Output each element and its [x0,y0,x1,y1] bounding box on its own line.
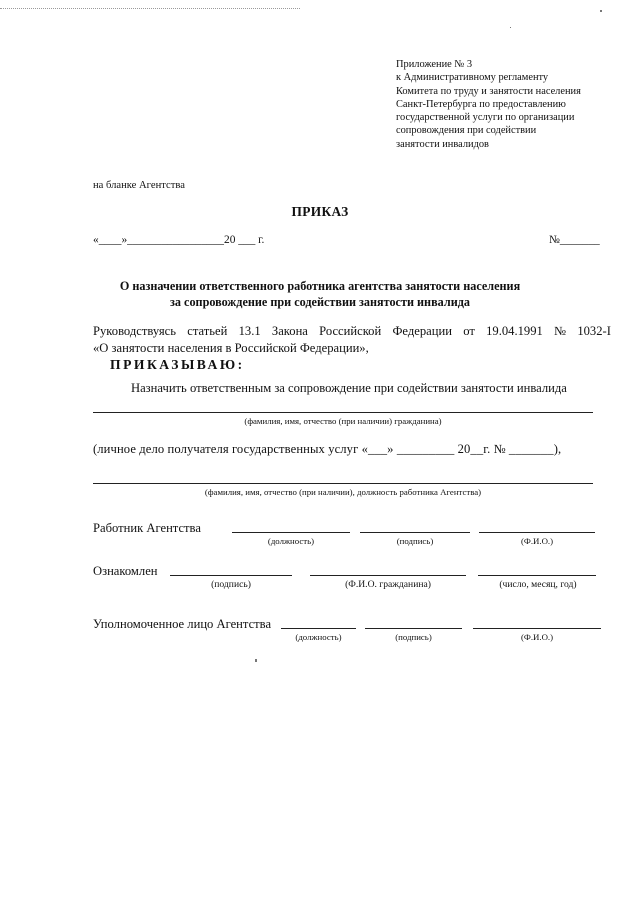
citizen-name-field[interactable] [93,412,593,413]
acquainted-date-field[interactable] [478,575,596,576]
annex-line: государственной услуги по организации [396,112,575,124]
worker-name-field[interactable] [93,483,593,484]
worker-name-caption: (фамилия, имя, отчество (при наличии), должность работника Агентства) [204,487,482,497]
number-line: №_______ [549,234,600,246]
acquainted-signature-caption: (подпись) [211,579,251,590]
basis-word: 19.04.1991 [486,324,543,338]
worker-position-caption: (должность) [267,536,315,546]
worker-signature-label: Работник Агентства [93,521,201,535]
scan-artifact-dot [510,27,511,28]
acquainted-signature-field[interactable] [170,575,292,576]
legal-basis [93,323,611,356]
citizen-name-caption: (фамилия, имя, отчество (при наличии) гражданина) [244,416,442,426]
authorized-signature-caption: (подпись) [395,632,432,642]
basis-word: Российской [319,324,382,338]
worker-fullname-field[interactable] [479,532,595,533]
worker-signature-caption: (подпись) [396,536,434,546]
basis-word: № [554,324,567,338]
annex-block [396,58,581,151]
scan-artifact-dot [600,10,602,12]
authorized-signature-field[interactable] [365,628,462,629]
acquainted-label: Ознакомлен [93,564,158,578]
annex-line: сопровождения при содействии [396,125,537,137]
authorized-position-caption: (должность) [295,632,342,642]
acquainted-fullname-caption: (Ф.И.О. гражданина) [345,579,431,590]
authorized-person-label: Уполномоченное лицо Агентства [93,617,272,631]
document-title: ПРИКАЗ [291,204,349,219]
annex-line: занятости инвалидов [396,138,489,150]
order-subject [0,279,640,310]
letterhead-note: на бланке Агентства [93,180,185,191]
worker-position-field[interactable] [232,532,350,533]
annex-line: Санкт-Петербурга по предоставлению [396,98,566,110]
worker-signature-field[interactable] [360,532,470,533]
assignment-text: Назначить ответственным за сопровождение при содействии занятости инвалида [131,381,567,395]
date-line: «____»_________________20 ___ г. [93,234,265,246]
basis-word: Руководствуясь [93,324,176,338]
scan-artifact-dot [255,659,257,662]
subject-line-1: О назначении ответственного работника агентства занятости населения [119,279,521,293]
basis-word: Закона [271,324,308,338]
acquainted-fullname-field[interactable] [310,575,466,576]
basis-word: от [463,324,475,338]
basis-word: Федерации [392,324,452,338]
subject-line-2: за сопровождение при содействии занятости инвалида [170,294,470,309]
scan-artifact-line [0,8,300,9]
annex-line: Комитета по труду и занятости населения [396,85,581,97]
annex-line: Приложение № 3 [396,59,473,70]
worker-fullname-caption: (Ф.И.О.) [520,536,554,546]
annex-line: к Административному регламенту [396,72,549,84]
legal-basis-line-2: «О занятости населения в Российской Федерации», [93,340,369,355]
basis-word: статьей [187,324,228,338]
acquainted-date-caption: (число, месяц, год) [499,579,577,590]
authorized-fullname-field[interactable] [473,628,601,629]
basis-word: 1032-I [577,324,611,338]
basis-word: 13.1 [238,324,261,338]
authorized-position-field[interactable] [281,628,356,629]
order-heading: ПРИКАЗЫВАЮ: [110,357,245,372]
personal-file-line: (личное дело получателя государственных услуг «___» _________ 20__г. № _______), [93,442,562,456]
legal-basis-line-1 [93,323,611,340]
authorized-fullname-caption: (Ф.И.О.) [520,632,554,642]
